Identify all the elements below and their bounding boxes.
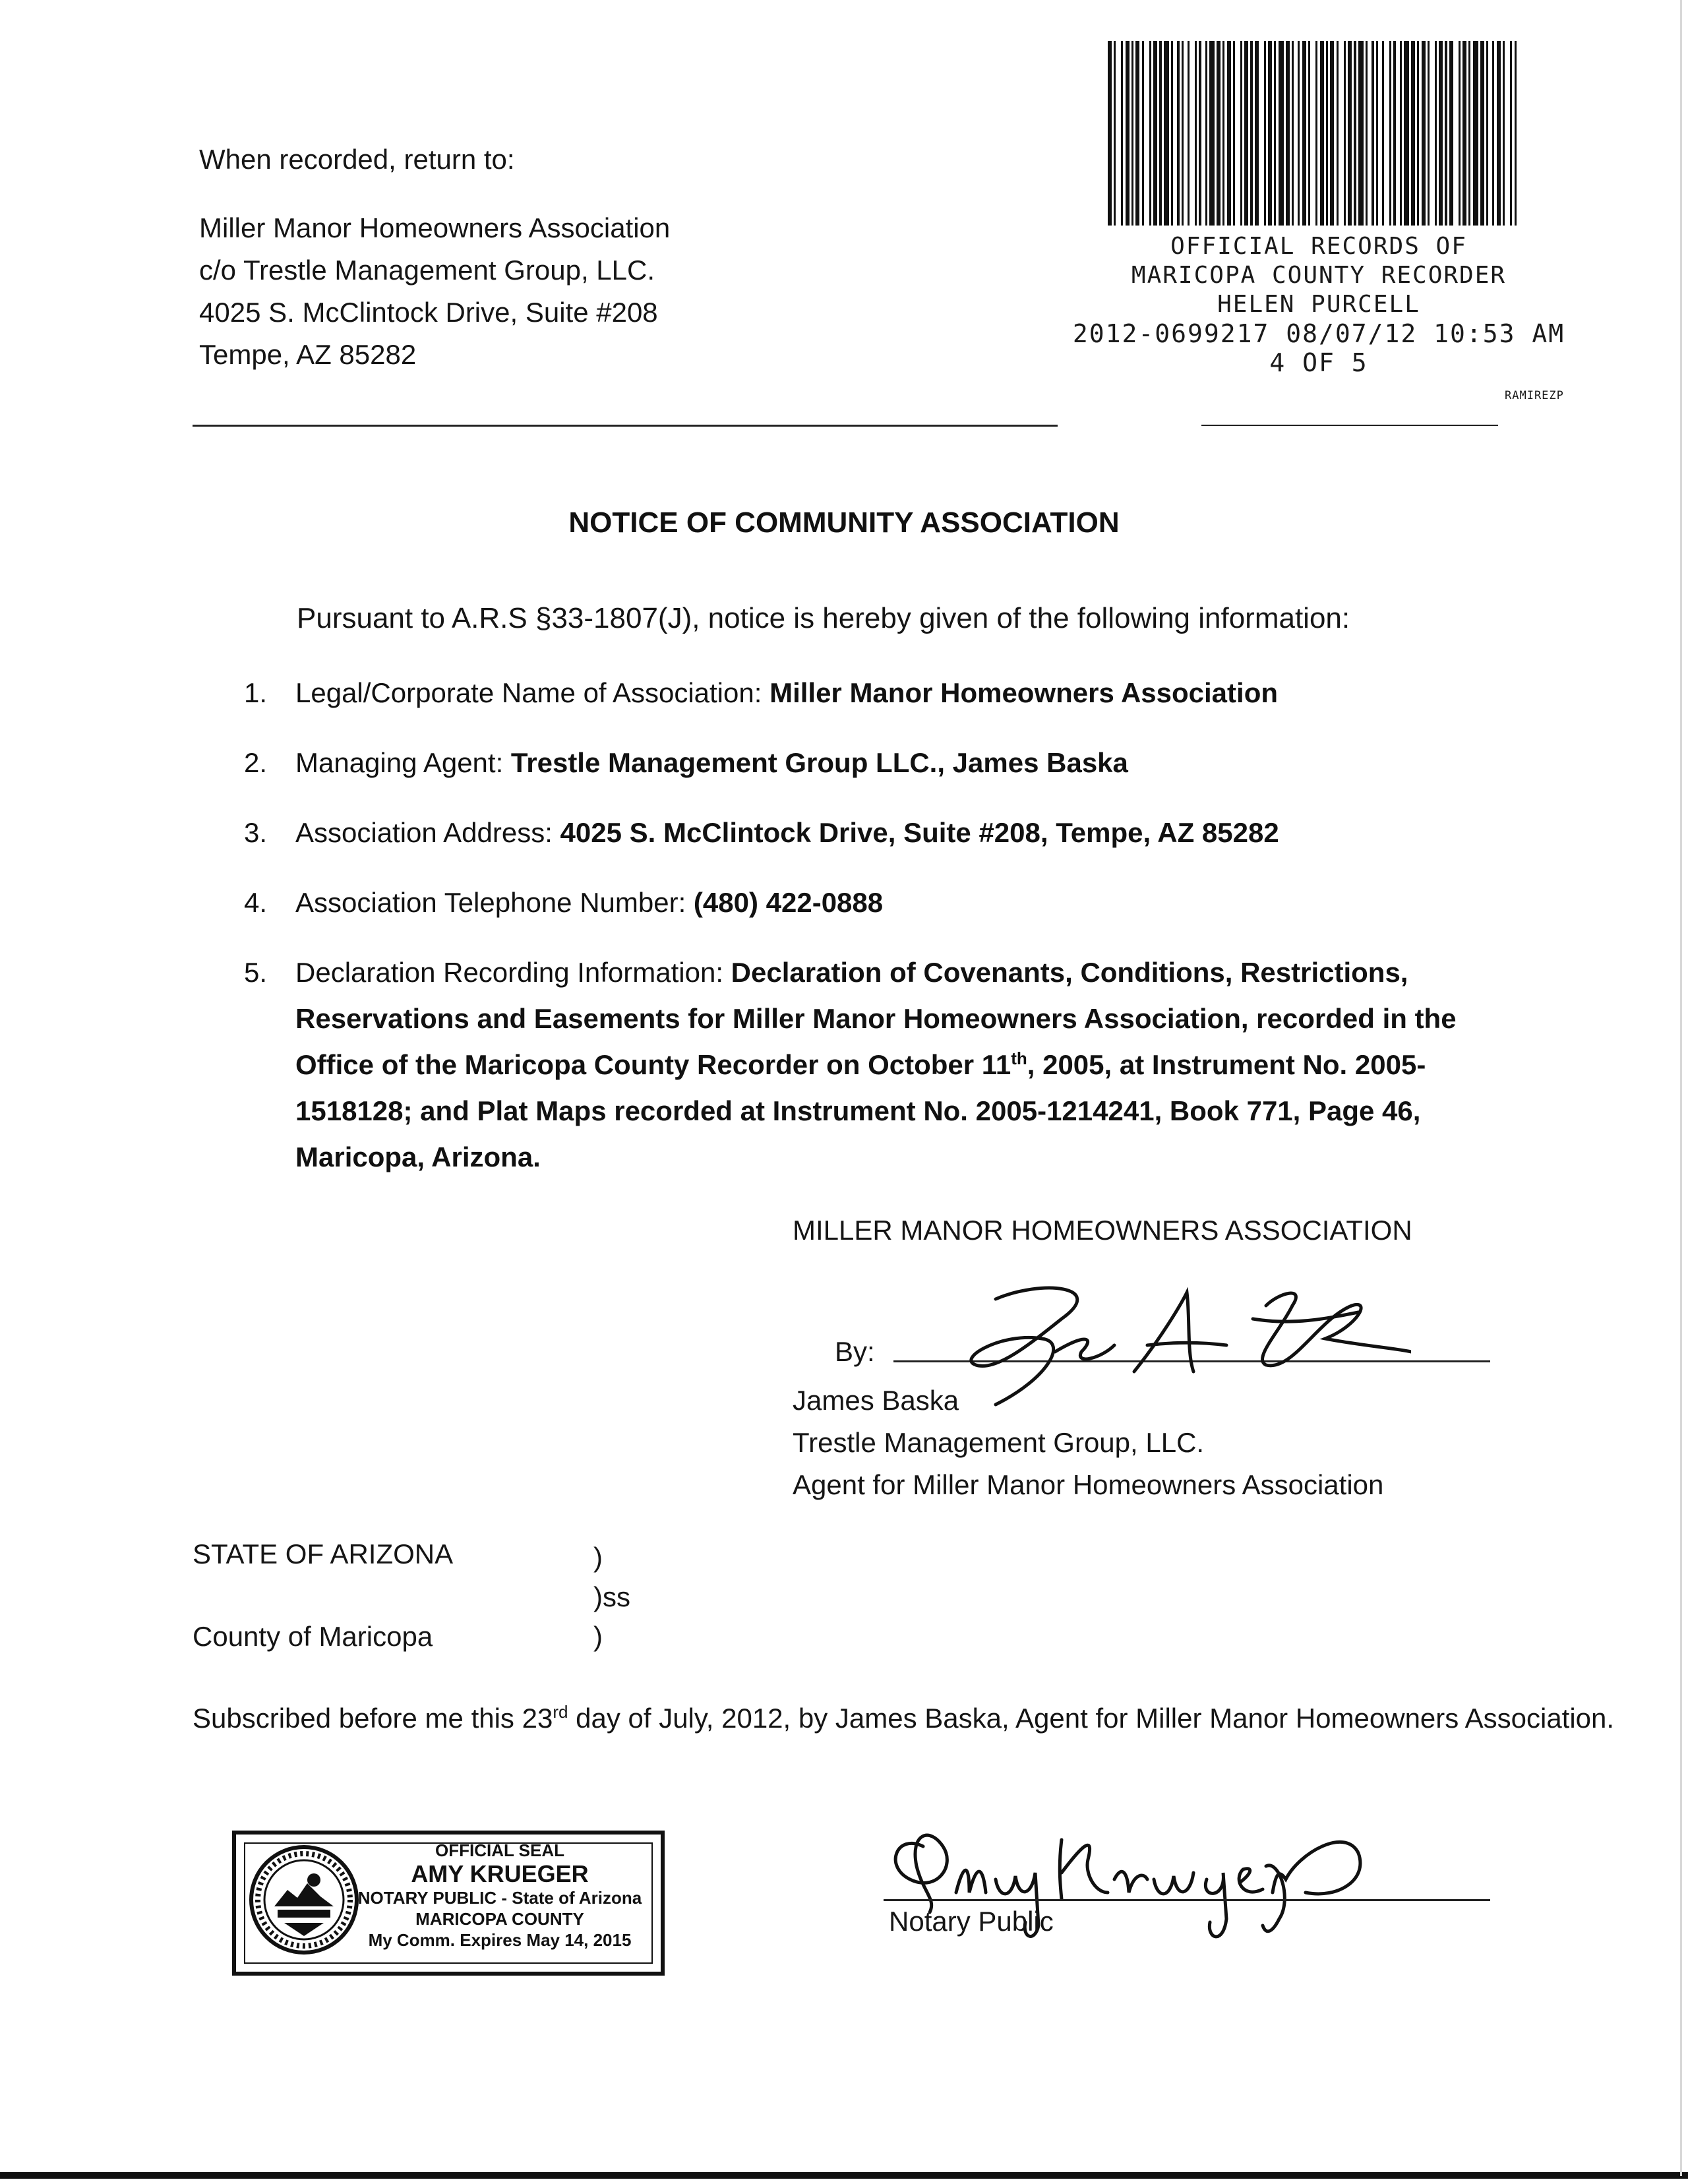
return-address-block (199, 138, 670, 376)
seal-line: NOTARY PUBLIC - State of Arizona (357, 1888, 642, 1908)
signer-block (793, 1380, 1383, 1506)
item-number: 5. (244, 957, 268, 988)
recording-number: 2012-0699217 08/07/12 10:53 AM (1072, 319, 1565, 348)
seal-line: MARICOPA COUNTY (415, 1909, 584, 1929)
seal-line: OFFICIAL SEAL (435, 1840, 564, 1860)
item-label: Managing Agent: (295, 747, 511, 778)
item-label: Association Telephone Number: (295, 887, 694, 918)
return-line: Miller Manor Homeowners Association (199, 212, 671, 243)
item-value-text: , 2005, at Instrument No. 2005-1518128; and Plat Maps recorded at Instrument No. 2005-1214241, Book 771, Page 46, Maricopa, Arizona. (295, 1049, 1426, 1172)
list-item (244, 670, 1497, 716)
seal-text (355, 1840, 645, 1951)
recorder-line: MARICOPA COUNTY RECORDER (1131, 262, 1507, 289)
item-number: 4. (244, 887, 268, 918)
subscribed-statement (193, 1697, 1643, 1740)
item-value: Trestle Management Group LLC., James Baska (510, 747, 1128, 778)
barcode-icon (1106, 41, 1518, 226)
venue-county: County of Maricopa (193, 1621, 433, 1652)
venue-state: STATE OF ARIZONA (193, 1538, 454, 1569)
superscript: th (1011, 1048, 1027, 1068)
commission-expiry: My Comm. Expires May 14, 2015 (368, 1930, 632, 1950)
item-value: (480) 422-0888 (693, 887, 884, 918)
superscript: rd (553, 1702, 568, 1722)
signer-line: Trestle Management Group, LLC. (793, 1427, 1205, 1458)
intro-text: Pursuant to A.R.S §33-1807(J), notice is hereby given of the following information: (297, 602, 1350, 634)
page-title: NOTICE OF COMMUNITY ASSOCIATION (568, 506, 1120, 539)
item-label: Declaration Recording Information: (295, 957, 731, 988)
item-value-text: Declaration of Covenants, Conditions, Restrictions, Reservations and Easements for Miller Manor Homeowners Association, recorded in the Office of the Maricopa County Recorder on October 11 (295, 957, 1457, 1080)
item-value: 4025 S. McClintock Drive, Suite #208, Tempe, AZ 85282 (560, 817, 1279, 848)
recorder-line: HELEN PURCELL (1217, 291, 1420, 318)
item-value: Miller Manor Homeowners Association (769, 677, 1279, 708)
notary-seal (232, 1831, 665, 1976)
list-item (244, 950, 1497, 1172)
scan-right-edge (1680, 0, 1682, 2176)
subscribed-text: Subscribed before me this 23 (193, 1703, 553, 1734)
header-rule-left (193, 425, 1058, 427)
by-label: By: (835, 1336, 875, 1367)
state-seal-icon (248, 1844, 360, 1956)
venue-ss: )ss (593, 1581, 630, 1612)
signer-line: James Baska (793, 1385, 959, 1416)
recorder-stamp (1068, 232, 1569, 377)
header-rule-right (1201, 425, 1498, 426)
list-item (244, 880, 1497, 926)
item-number: 2. (244, 747, 268, 778)
item-number: 3. (244, 817, 268, 848)
subscribed-text: day of July, 2012, by James Baska, Agent for Miller Manor Homeowners Association. (568, 1703, 1615, 1734)
venue-paren: ) (593, 1621, 603, 1652)
list-item (244, 740, 1497, 786)
recorder-clerk: RAMIREZP (1505, 389, 1564, 402)
return-heading: When recorded, return to: (199, 144, 515, 175)
return-line: c/o Trestle Management Group, LLC. (199, 255, 655, 286)
item-label: Legal/Corporate Name of Association: (295, 677, 770, 708)
return-line: 4025 S. McClintock Drive, Suite #208 (199, 297, 658, 328)
return-line: Tempe, AZ 85282 (199, 339, 417, 370)
notary-name: AMY KRUEGER (411, 1860, 589, 1887)
venue-paren: ) (593, 1542, 603, 1573)
list-item (244, 810, 1497, 856)
page-count: 4 OF 5 (1269, 348, 1368, 377)
scan-bottom-edge (0, 2172, 1688, 2179)
notary-public-label: Notary Public (889, 1906, 1054, 1937)
recorder-line: OFFICIAL RECORDS OF (1170, 233, 1467, 260)
item-value (295, 957, 1457, 1172)
item-number: 1. (244, 677, 268, 708)
item-label: Association Address: (295, 817, 560, 848)
association-signature-heading: MILLER MANOR HOMEOWNERS ASSOCIATION (793, 1215, 1412, 1246)
signer-line: Agent for Miller Manor Homeowners Association (793, 1469, 1384, 1500)
